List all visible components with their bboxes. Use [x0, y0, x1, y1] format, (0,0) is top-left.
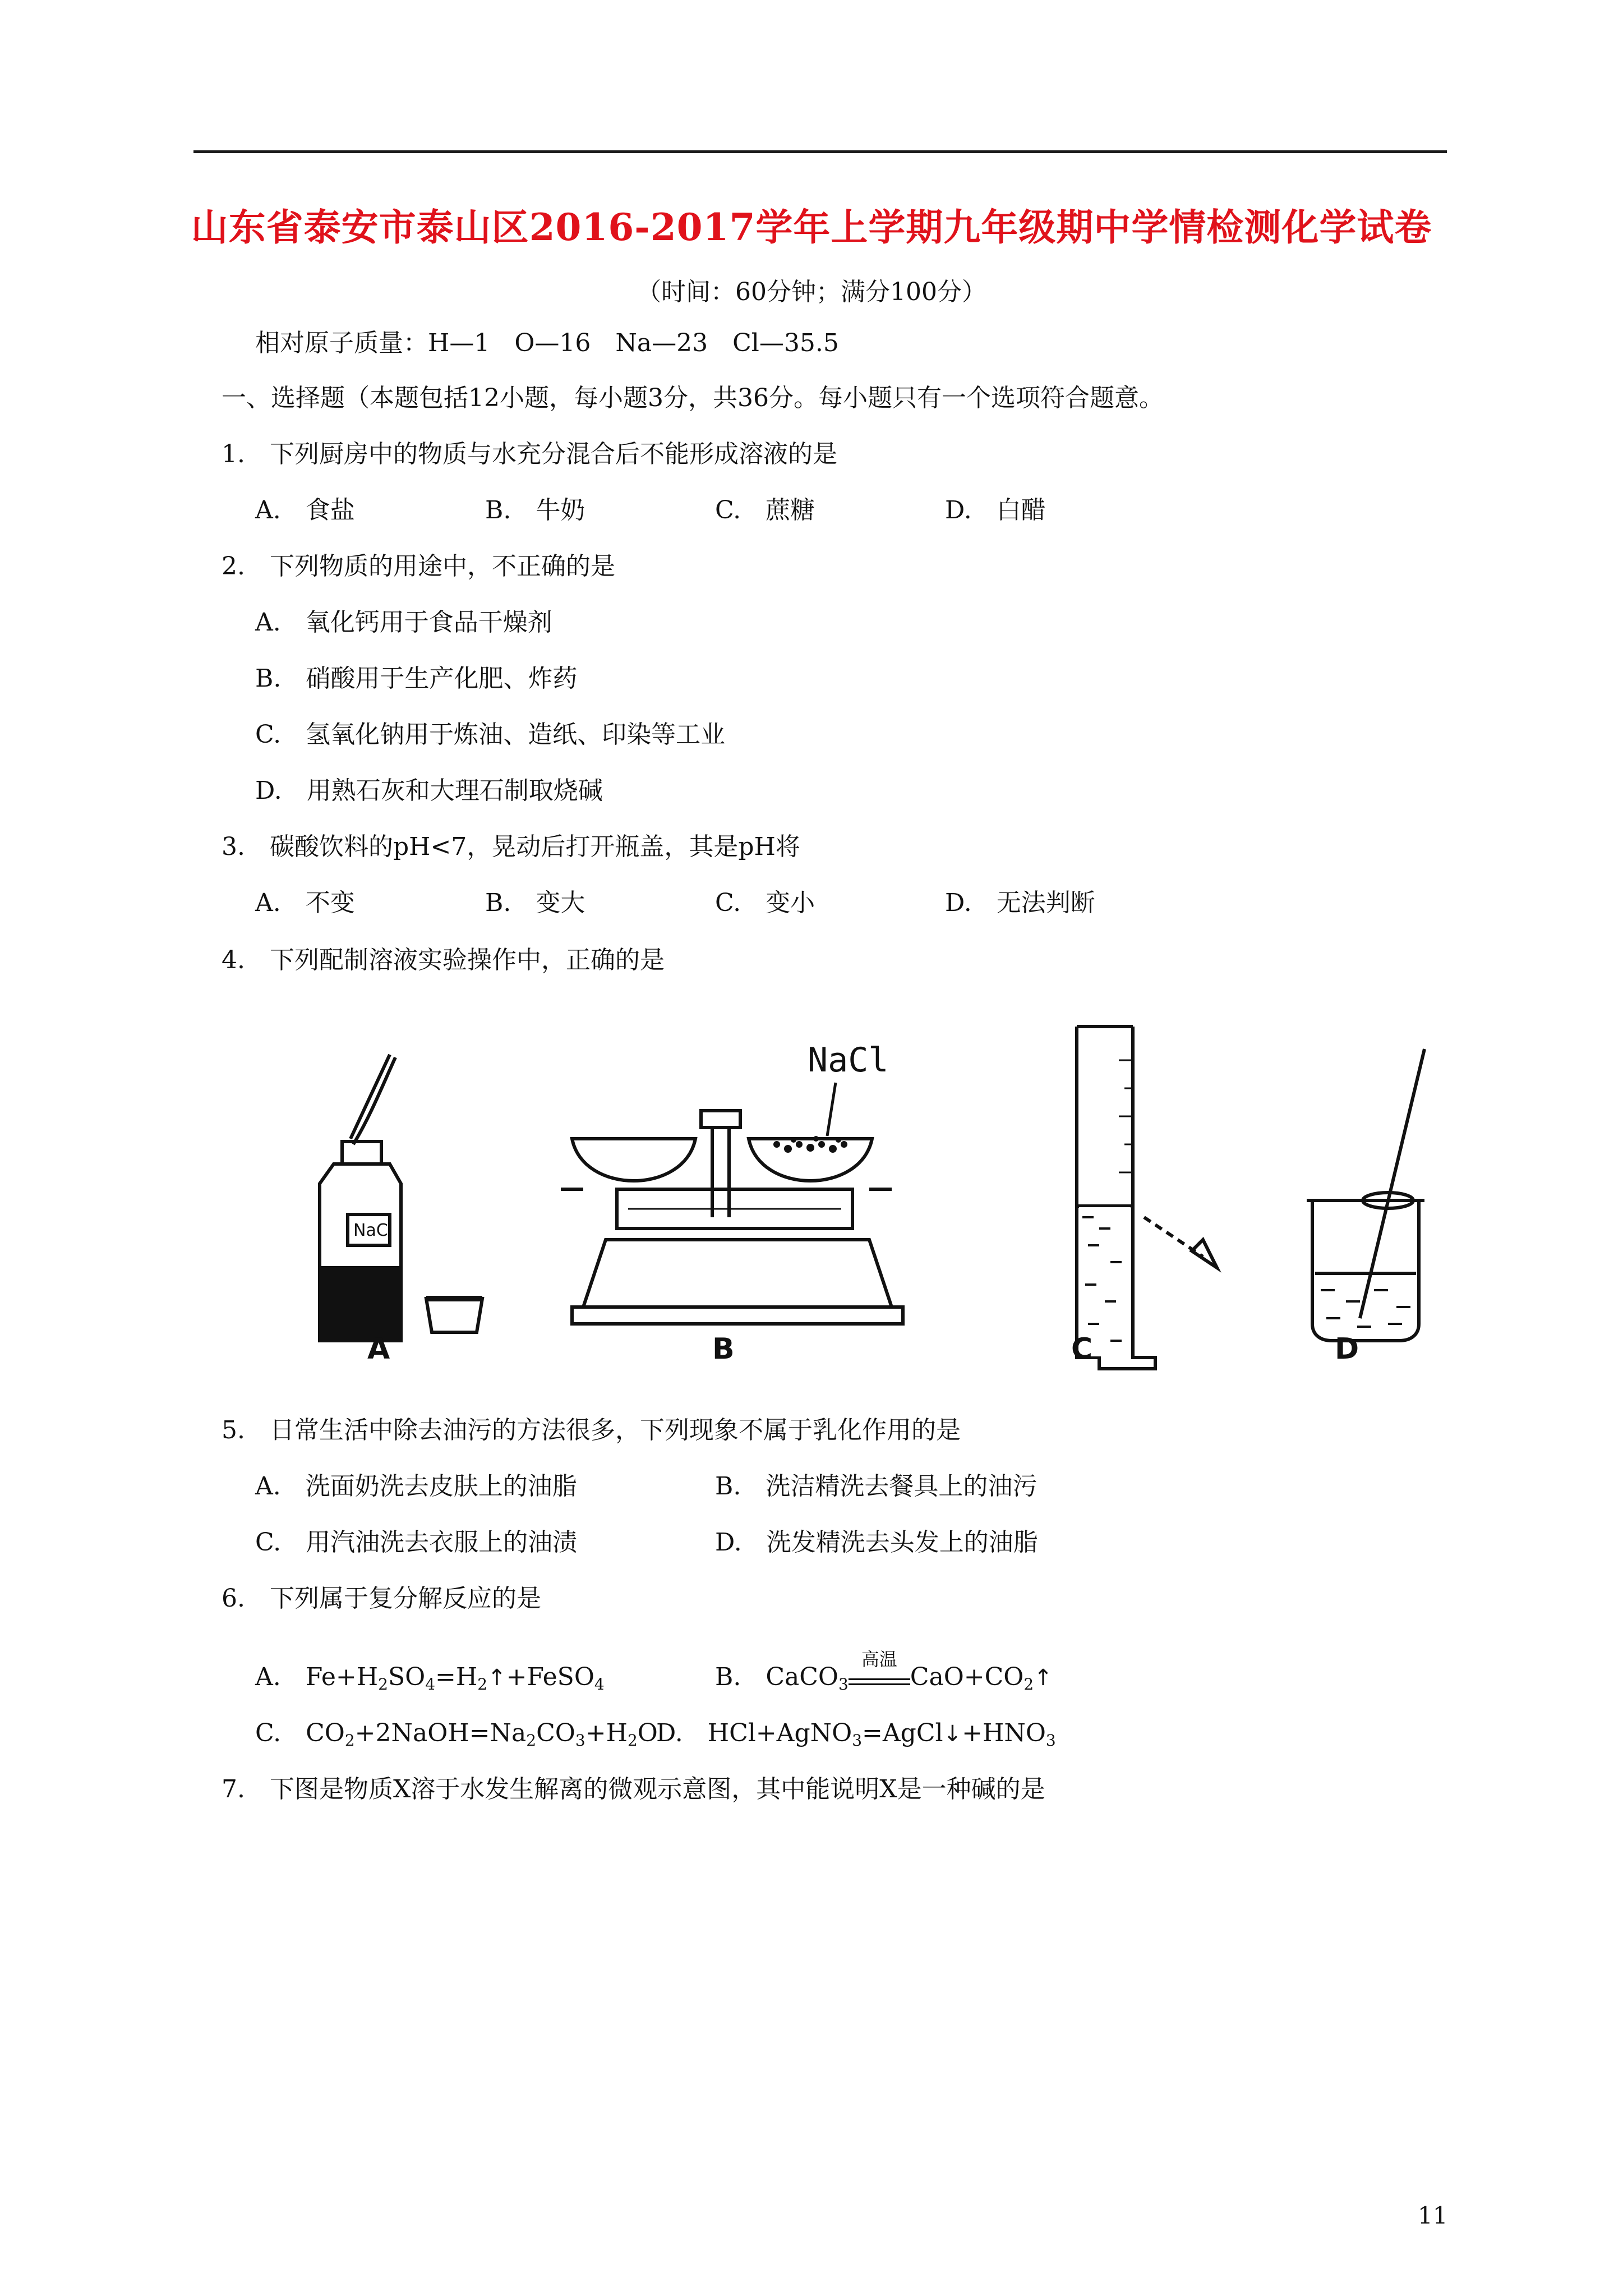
- reaction-condition: 高温: [849, 1664, 910, 1685]
- q6-option-b: B. CaCO$_3$ 高温 $CaO+CO_2↑$: [715, 1649, 1053, 1694]
- q2-option-b: B. 硝酸用于生产化肥、炸药: [255, 664, 578, 693]
- exam-title: 山东省泰安市泰山区2016-2017学年上学期九年级期中学情检测化学试卷: [191, 205, 1432, 249]
- question-7-stem: 7. 下图是物质X溶于水发生解离的微观示意图，其中能说明X是一种碱的是: [222, 1775, 1045, 1803]
- lab-apparatus-illustration: [269, 1004, 1458, 1386]
- q3-option-a: A. 不变: [255, 889, 355, 917]
- question-4-stem: 4. 下列配制溶液实验操作中，正确的是: [222, 946, 665, 974]
- section-heading: 一、选择题（本题包括12小题，每小题3分，共36分。每小题只有一个选项符合题意。: [222, 384, 1164, 412]
- page-number: 11: [1418, 2202, 1448, 2229]
- balance-b: [561, 1111, 903, 1324]
- balance-nacl-label: NaCl: [808, 1041, 889, 1080]
- figure-label-c: C: [1071, 1332, 1093, 1366]
- q5-option-c: C. 用汽油洗去衣服上的油渍: [255, 1528, 578, 1557]
- gas-arrow-icon: ↑: [487, 1665, 506, 1691]
- header-rule: [193, 150, 1447, 153]
- q3-option-d: D. 无法判断: [945, 889, 1095, 917]
- figure-label-b: B: [712, 1332, 735, 1366]
- beaker-d: [1307, 1049, 1424, 1341]
- question-6-stem: 6. 下列属于复分解反应的是: [222, 1584, 541, 1613]
- q6-option-a: A. $Fe+H_2SO_4=H_2↑+FeSO_4$: [255, 1663, 605, 1694]
- q2-option-d: D. 用熟石灰和大理石制取烧碱: [255, 776, 603, 805]
- q3-option-c: C. 变小: [715, 889, 815, 917]
- q4-figure: [269, 1004, 1458, 1386]
- q2-option-a: A. 氧化钙用于食品干燥剂: [255, 608, 552, 637]
- question-2-stem: 2. 下列物质的用途中，不正确的是: [222, 552, 615, 581]
- q5-option-b: B. 洗洁精洗去餐具上的油污: [715, 1472, 1038, 1501]
- question-1-stem: 1. 下列厨房中的物质与水充分混合后不能形成溶液的是: [222, 440, 837, 468]
- question-5-stem: 5. 日常生活中除去油污的方法很多，下列现象不属于乳化作用的是: [222, 1416, 961, 1444]
- q6-option-d: D. $HCl+AgNO_3=AgCl↓+HNO_3$: [656, 1719, 1056, 1750]
- bottle-label: NaCl: [353, 1221, 393, 1240]
- q2-option-c: C. 氢氧化钠用于炼油、造纸、印染等工业: [255, 720, 726, 749]
- atomic-masses: 相对原子质量：H—1 O—16 Na—23 Cl—35.5: [255, 329, 839, 357]
- q3-option-b: B. 变大: [485, 889, 585, 917]
- q1-option-b: B. 牛奶: [485, 496, 585, 524]
- precipitate-arrow-icon: ↓: [943, 1721, 962, 1747]
- figure-label-a: A: [367, 1332, 390, 1366]
- q1-option-d: D. 白醋: [945, 496, 1046, 524]
- q1-option-c: C. 蔗糖: [715, 496, 815, 524]
- q5-option-d: D. 洗发精洗去头发上的油脂: [715, 1528, 1038, 1557]
- exam-subtitle: （时间：60分钟；满分100分）: [637, 278, 986, 306]
- q6-option-c: C. $CO_2+2NaOH=Na_2CO_3+H_2O$: [255, 1719, 658, 1750]
- question-3-stem: 3. 碳酸饮料的pH<7，晃动后打开瓶盖，其是pH将: [222, 832, 800, 861]
- gas-arrow-icon: ↑: [1034, 1665, 1053, 1691]
- nacl-pointer: [827, 1083, 836, 1136]
- reagent-bottle-a: [320, 1055, 482, 1341]
- figure-label-d: D: [1335, 1332, 1359, 1366]
- q5-option-a: A. 洗面奶洗去皮肤上的油脂: [255, 1472, 577, 1501]
- q1-option-a: A. 食盐: [255, 496, 355, 524]
